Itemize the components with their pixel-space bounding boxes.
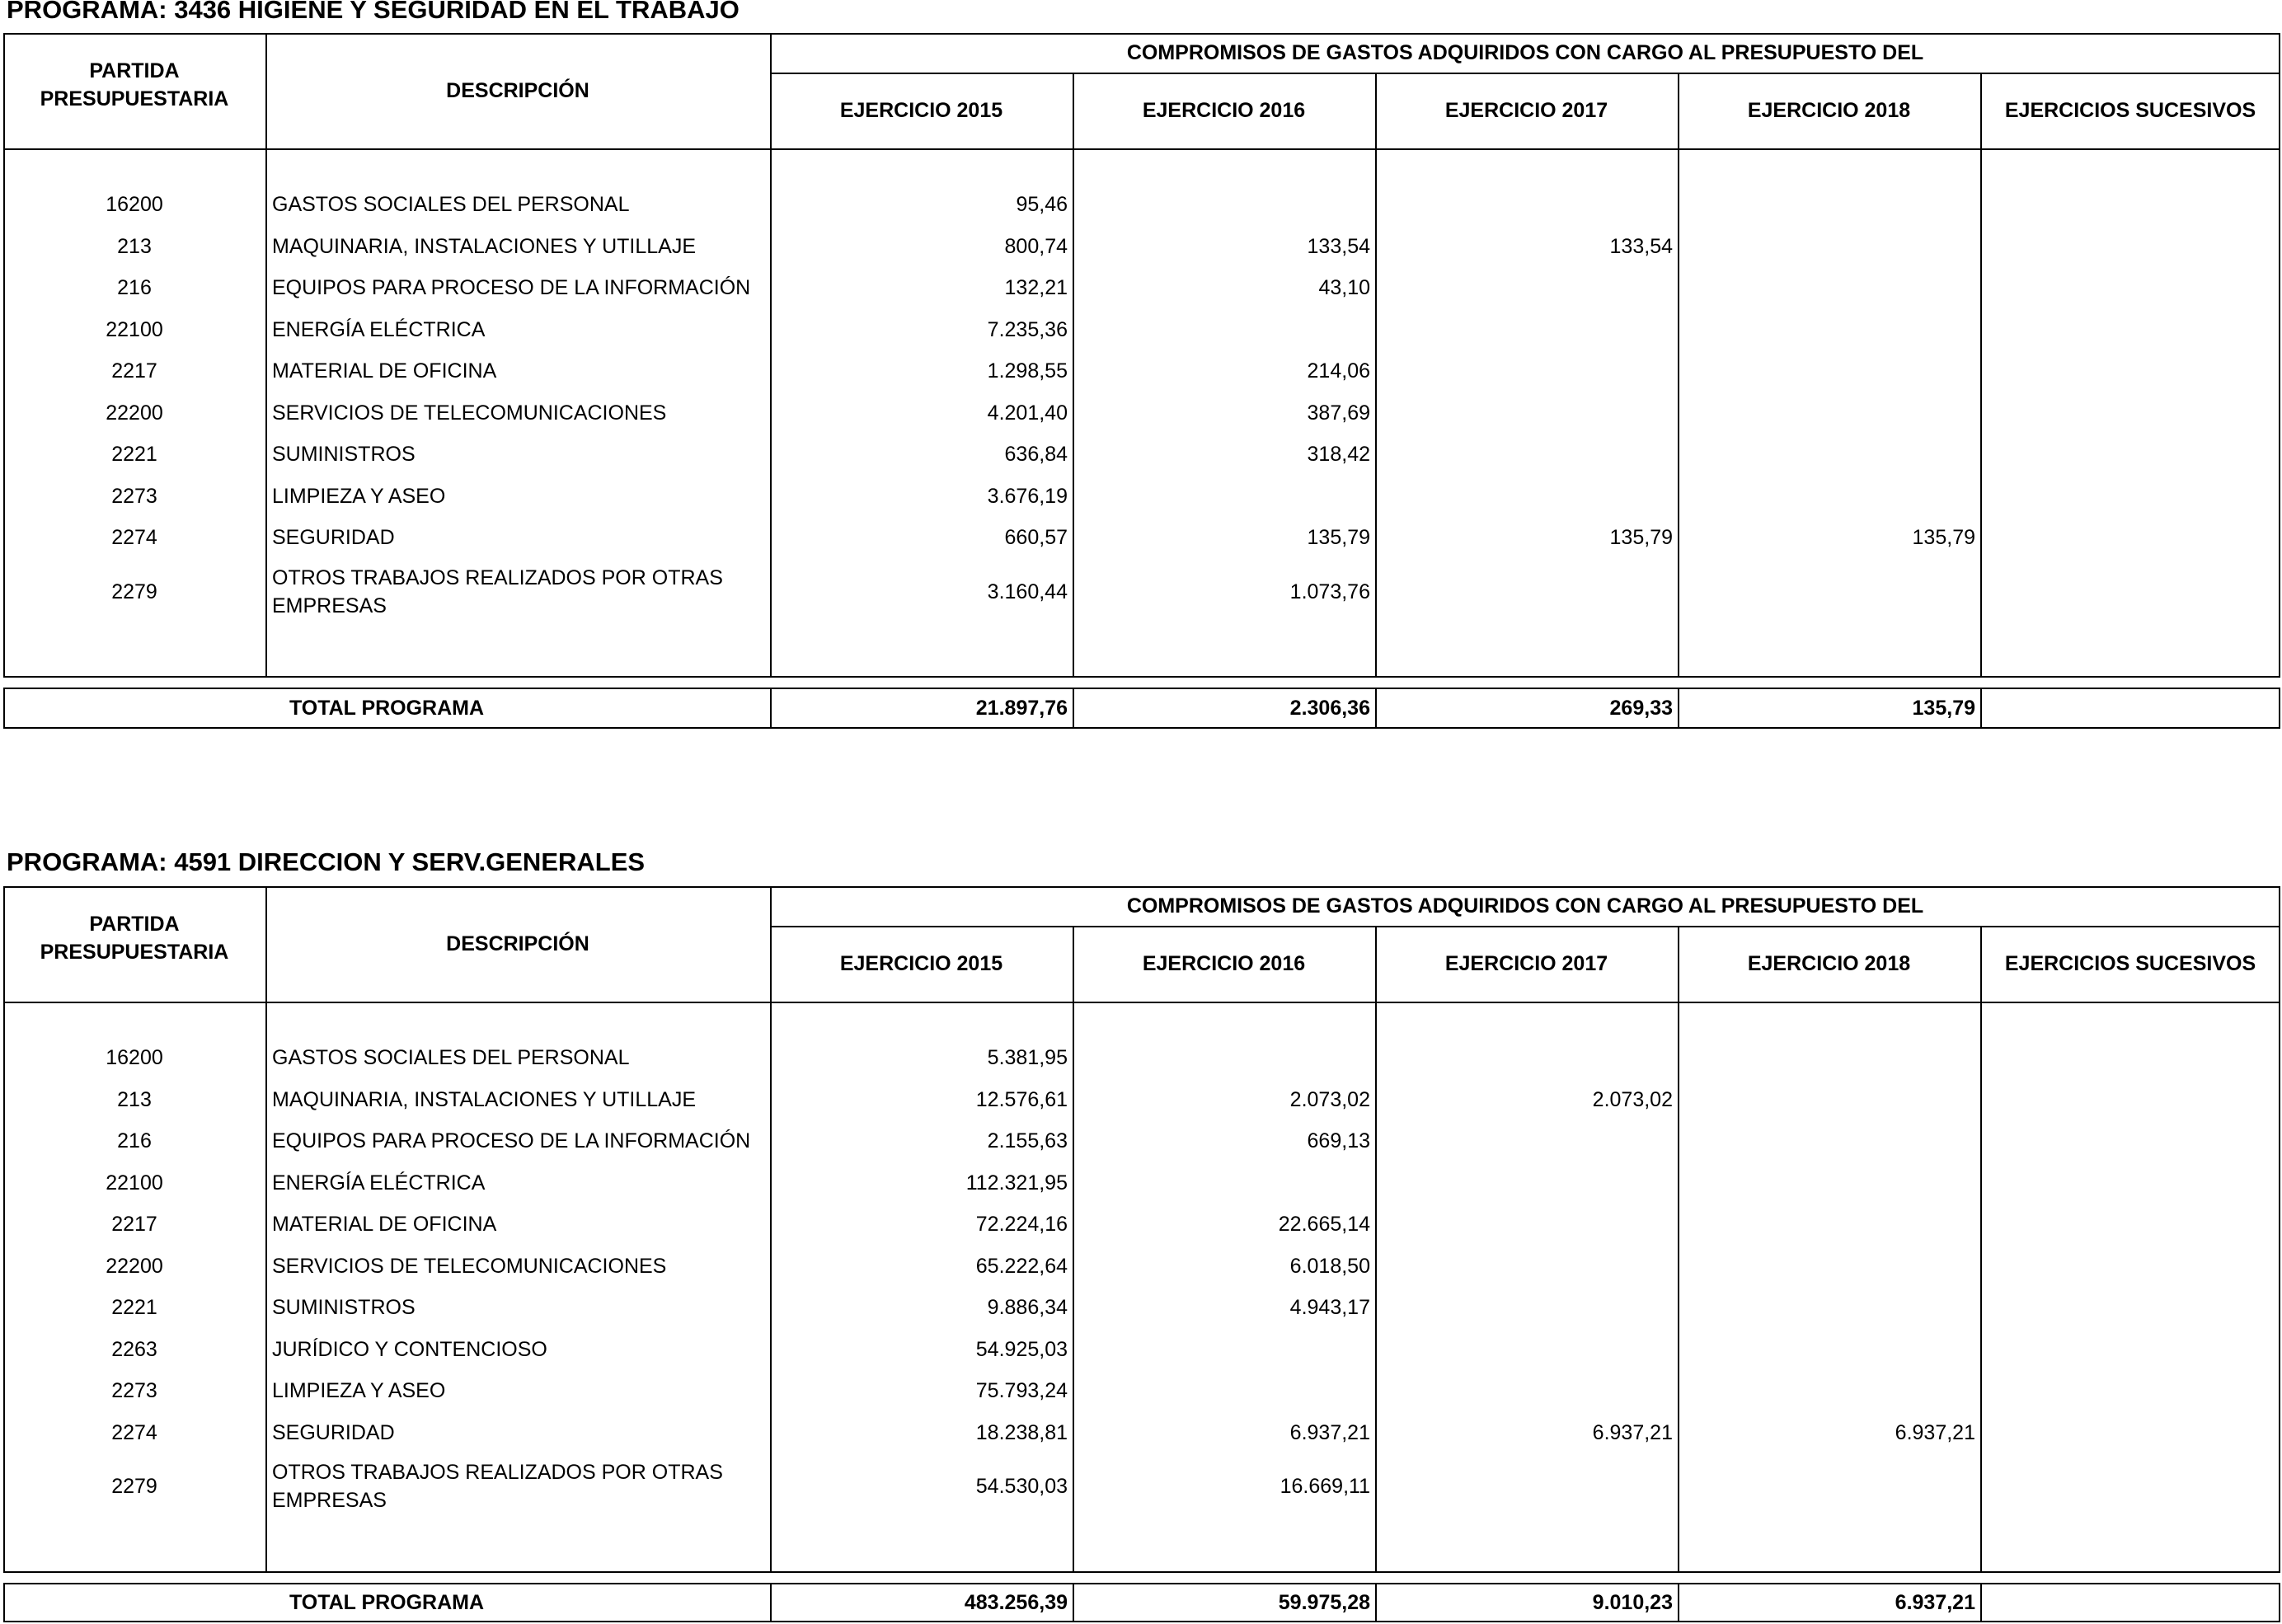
row-amount: 387,69	[1307, 401, 1370, 425]
row-partida-code: 2217	[111, 1213, 157, 1236]
row-description: MATERIAL DE OFICINA	[272, 1213, 497, 1236]
row-amount: 318,42	[1307, 443, 1370, 466]
row-description: EMPRESAS	[272, 594, 387, 617]
row-amount: 2.073,02	[1289, 1087, 1370, 1111]
row-partida-code: 2217	[111, 359, 157, 383]
column-divider	[1375, 926, 1377, 1573]
row-amount: 6.018,50	[1289, 1254, 1370, 1278]
header-compromisos: COMPROMISOS DE GASTOS ADQUIRIDOS CON CARGO AL PRESUPUESTO DEL	[1126, 894, 1924, 918]
row-description: ENERGÍA ELÉCTRICA	[272, 1171, 486, 1195]
row-amount: 1.073,76	[1289, 580, 1370, 603]
row-amount: 22.665,14	[1278, 1213, 1370, 1236]
row-partida-code: 22100	[106, 317, 163, 341]
total-amount: 135,79	[1912, 697, 1975, 720]
row-amount: 3.160,44	[987, 580, 1068, 603]
row-partida-code: 216	[117, 1129, 152, 1152]
row-description: MAQUINARIA, INSTALACIONES Y UTILLAJE	[272, 234, 697, 258]
row-amount: 2.155,63	[987, 1129, 1068, 1152]
column-divider	[1375, 73, 1377, 678]
row-description: GASTOS SOCIALES DEL PERSONAL	[272, 193, 630, 216]
total-column-divider	[1980, 1583, 1982, 1622]
header-year: EJERCICIO 2016	[1142, 952, 1306, 975]
row-amount: 72.224,16	[975, 1213, 1068, 1236]
total-label: TOTAL PROGRAMA	[289, 697, 485, 720]
header-descripcion: DESCRIPCIÓN	[446, 932, 589, 955]
row-amount: 6.937,21	[1289, 1420, 1370, 1444]
row-description: EMPRESAS	[272, 1489, 387, 1512]
row-partida-code: 2263	[111, 1337, 157, 1361]
row-description: LIMPIEZA Y ASEO	[272, 1379, 446, 1402]
row-amount: 18.238,81	[975, 1420, 1068, 1444]
total-amount: 21.897,76	[975, 697, 1068, 720]
row-description: SUMINISTROS	[272, 1296, 416, 1319]
row-description: SERVICIOS DE TELECOMUNICACIONES	[272, 1254, 667, 1278]
row-amount: 636,84	[1004, 443, 1068, 466]
header-year: EJERCICIO 2018	[1747, 99, 1911, 122]
row-partida-code: 2221	[111, 443, 157, 466]
row-description: MATERIAL DE OFICINA	[272, 359, 497, 383]
row-amount: 7.235,36	[987, 317, 1068, 341]
row-amount: 135,79	[1307, 526, 1370, 549]
row-partida-code: 216	[117, 276, 152, 299]
row-amount: 43,10	[1318, 276, 1370, 299]
row-amount: 16.669,11	[1280, 1475, 1370, 1498]
header-bottom-line	[3, 148, 2280, 150]
row-partida-code: 22200	[106, 401, 163, 425]
total-amount: 269,33	[1609, 697, 1673, 720]
header-year: EJERCICIO 2016	[1142, 99, 1306, 122]
total-amount: 6.937,21	[1895, 1591, 1975, 1614]
header-year: EJERCICIO 2018	[1747, 952, 1911, 975]
row-description: JURÍDICO Y CONTENCIOSO	[272, 1337, 547, 1361]
row-partida-code: 16200	[106, 1046, 163, 1069]
row-partida-code: 2274	[111, 526, 157, 549]
header-partida: PARTIDA PRESUPUESTARIA	[40, 913, 229, 964]
row-amount: 12.576,61	[975, 1087, 1068, 1111]
row-description: LIMPIEZA Y ASEO	[272, 484, 446, 508]
row-amount: 800,74	[1004, 234, 1068, 258]
row-amount: 75.793,24	[975, 1379, 1068, 1402]
program-title: PROGRAMA: 4591 DIRECCION Y SERV.GENERALES	[7, 847, 646, 876]
row-amount: 132,21	[1004, 276, 1068, 299]
row-description: SERVICIOS DE TELECOMUNICACIONES	[272, 401, 667, 425]
row-amount: 2.073,02	[1592, 1087, 1673, 1111]
row-amount: 133,54	[1307, 234, 1370, 258]
header-compromisos: COMPROMISOS DE GASTOS ADQUIRIDOS CON CARGO AL PRESUPUESTO DEL	[1126, 41, 1924, 64]
header-year: EJERCICIOS SUCESIVOS	[2004, 952, 2256, 975]
row-amount: 54.925,03	[975, 1337, 1068, 1361]
row-description: MAQUINARIA, INSTALACIONES Y UTILLAJE	[272, 1087, 697, 1111]
row-amount: 669,13	[1307, 1129, 1370, 1152]
row-description: ENERGÍA ELÉCTRICA	[272, 317, 486, 341]
row-partida-code: 2221	[111, 1296, 157, 1319]
column-divider	[1980, 926, 1982, 1573]
row-description: GASTOS SOCIALES DEL PERSONAL	[272, 1046, 630, 1069]
row-description: EQUIPOS PARA PROCESO DE LA INFORMACIÓN	[272, 1129, 751, 1152]
header-partida: PARTIDA PRESUPUESTARIA	[40, 59, 229, 110]
row-description: SUMINISTROS	[272, 443, 416, 466]
row-amount: 9.886,34	[987, 1296, 1068, 1319]
total-amount: 483.256,39	[964, 1591, 1068, 1614]
row-description: EQUIPOS PARA PROCESO DE LA INFORMACIÓN	[272, 276, 751, 299]
row-amount: 135,79	[1609, 526, 1673, 549]
row-amount: 4.201,40	[987, 401, 1068, 425]
row-amount: 95,46	[1016, 193, 1068, 216]
row-amount: 5.381,95	[987, 1046, 1068, 1069]
total-column-divider	[1980, 688, 1982, 729]
row-partida-code: 213	[117, 1087, 152, 1111]
row-partida-code: 2273	[111, 1379, 157, 1402]
column-divider	[1980, 73, 1982, 678]
header-bottom-line	[3, 1002, 2280, 1003]
row-amount: 112.321,95	[965, 1171, 1068, 1195]
row-amount: 6.937,21	[1895, 1420, 1975, 1444]
row-partida-code: 2274	[111, 1420, 157, 1444]
row-amount: 4.943,17	[1289, 1296, 1370, 1319]
row-partida-code: 16200	[106, 193, 163, 216]
total-amount: 59.975,28	[1278, 1591, 1370, 1614]
row-amount: 133,54	[1609, 234, 1673, 258]
header-year: EJERCICIO 2015	[839, 952, 1003, 975]
row-description: SEGURIDAD	[272, 526, 395, 549]
total-label: TOTAL PROGRAMA	[289, 1591, 485, 1614]
header-year: EJERCICIO 2017	[1444, 99, 1608, 122]
column-divider	[1678, 73, 1679, 678]
row-partida-code: 2279	[111, 580, 157, 603]
row-amount: 6.937,21	[1592, 1420, 1673, 1444]
header-year: EJERCICIO 2017	[1444, 952, 1608, 975]
row-description: SEGURIDAD	[272, 1420, 395, 1444]
header-year: EJERCICIO 2015	[839, 99, 1003, 122]
total-amount: 2.306,36	[1289, 697, 1370, 720]
row-amount: 65.222,64	[975, 1254, 1068, 1278]
row-partida-code: 213	[117, 234, 152, 258]
row-amount: 54.530,03	[975, 1475, 1068, 1498]
row-amount: 214,06	[1307, 359, 1370, 383]
row-partida-code: 2279	[111, 1475, 157, 1498]
program-title: PROGRAMA: 3436 HIGIENE Y SEGURIDAD EN EL TRABAJO	[7, 0, 740, 24]
row-amount: 3.676,19	[987, 484, 1068, 508]
row-partida-code: 2273	[111, 484, 157, 508]
row-amount: 1.298,55	[987, 359, 1068, 383]
row-partida-code: 22100	[106, 1171, 163, 1195]
row-amount: 135,79	[1912, 526, 1975, 549]
column-divider	[1678, 926, 1679, 1573]
row-partida-code: 22200	[106, 1254, 163, 1278]
row-description: OTROS TRABAJOS REALIZADOS POR OTRAS	[272, 1461, 723, 1484]
row-amount: 660,57	[1004, 526, 1068, 549]
header-descripcion: DESCRIPCIÓN	[446, 79, 589, 102]
row-description: OTROS TRABAJOS REALIZADOS POR OTRAS	[272, 566, 723, 589]
total-amount: 9.010,23	[1592, 1591, 1673, 1614]
header-year: EJERCICIOS SUCESIVOS	[2004, 99, 2256, 122]
